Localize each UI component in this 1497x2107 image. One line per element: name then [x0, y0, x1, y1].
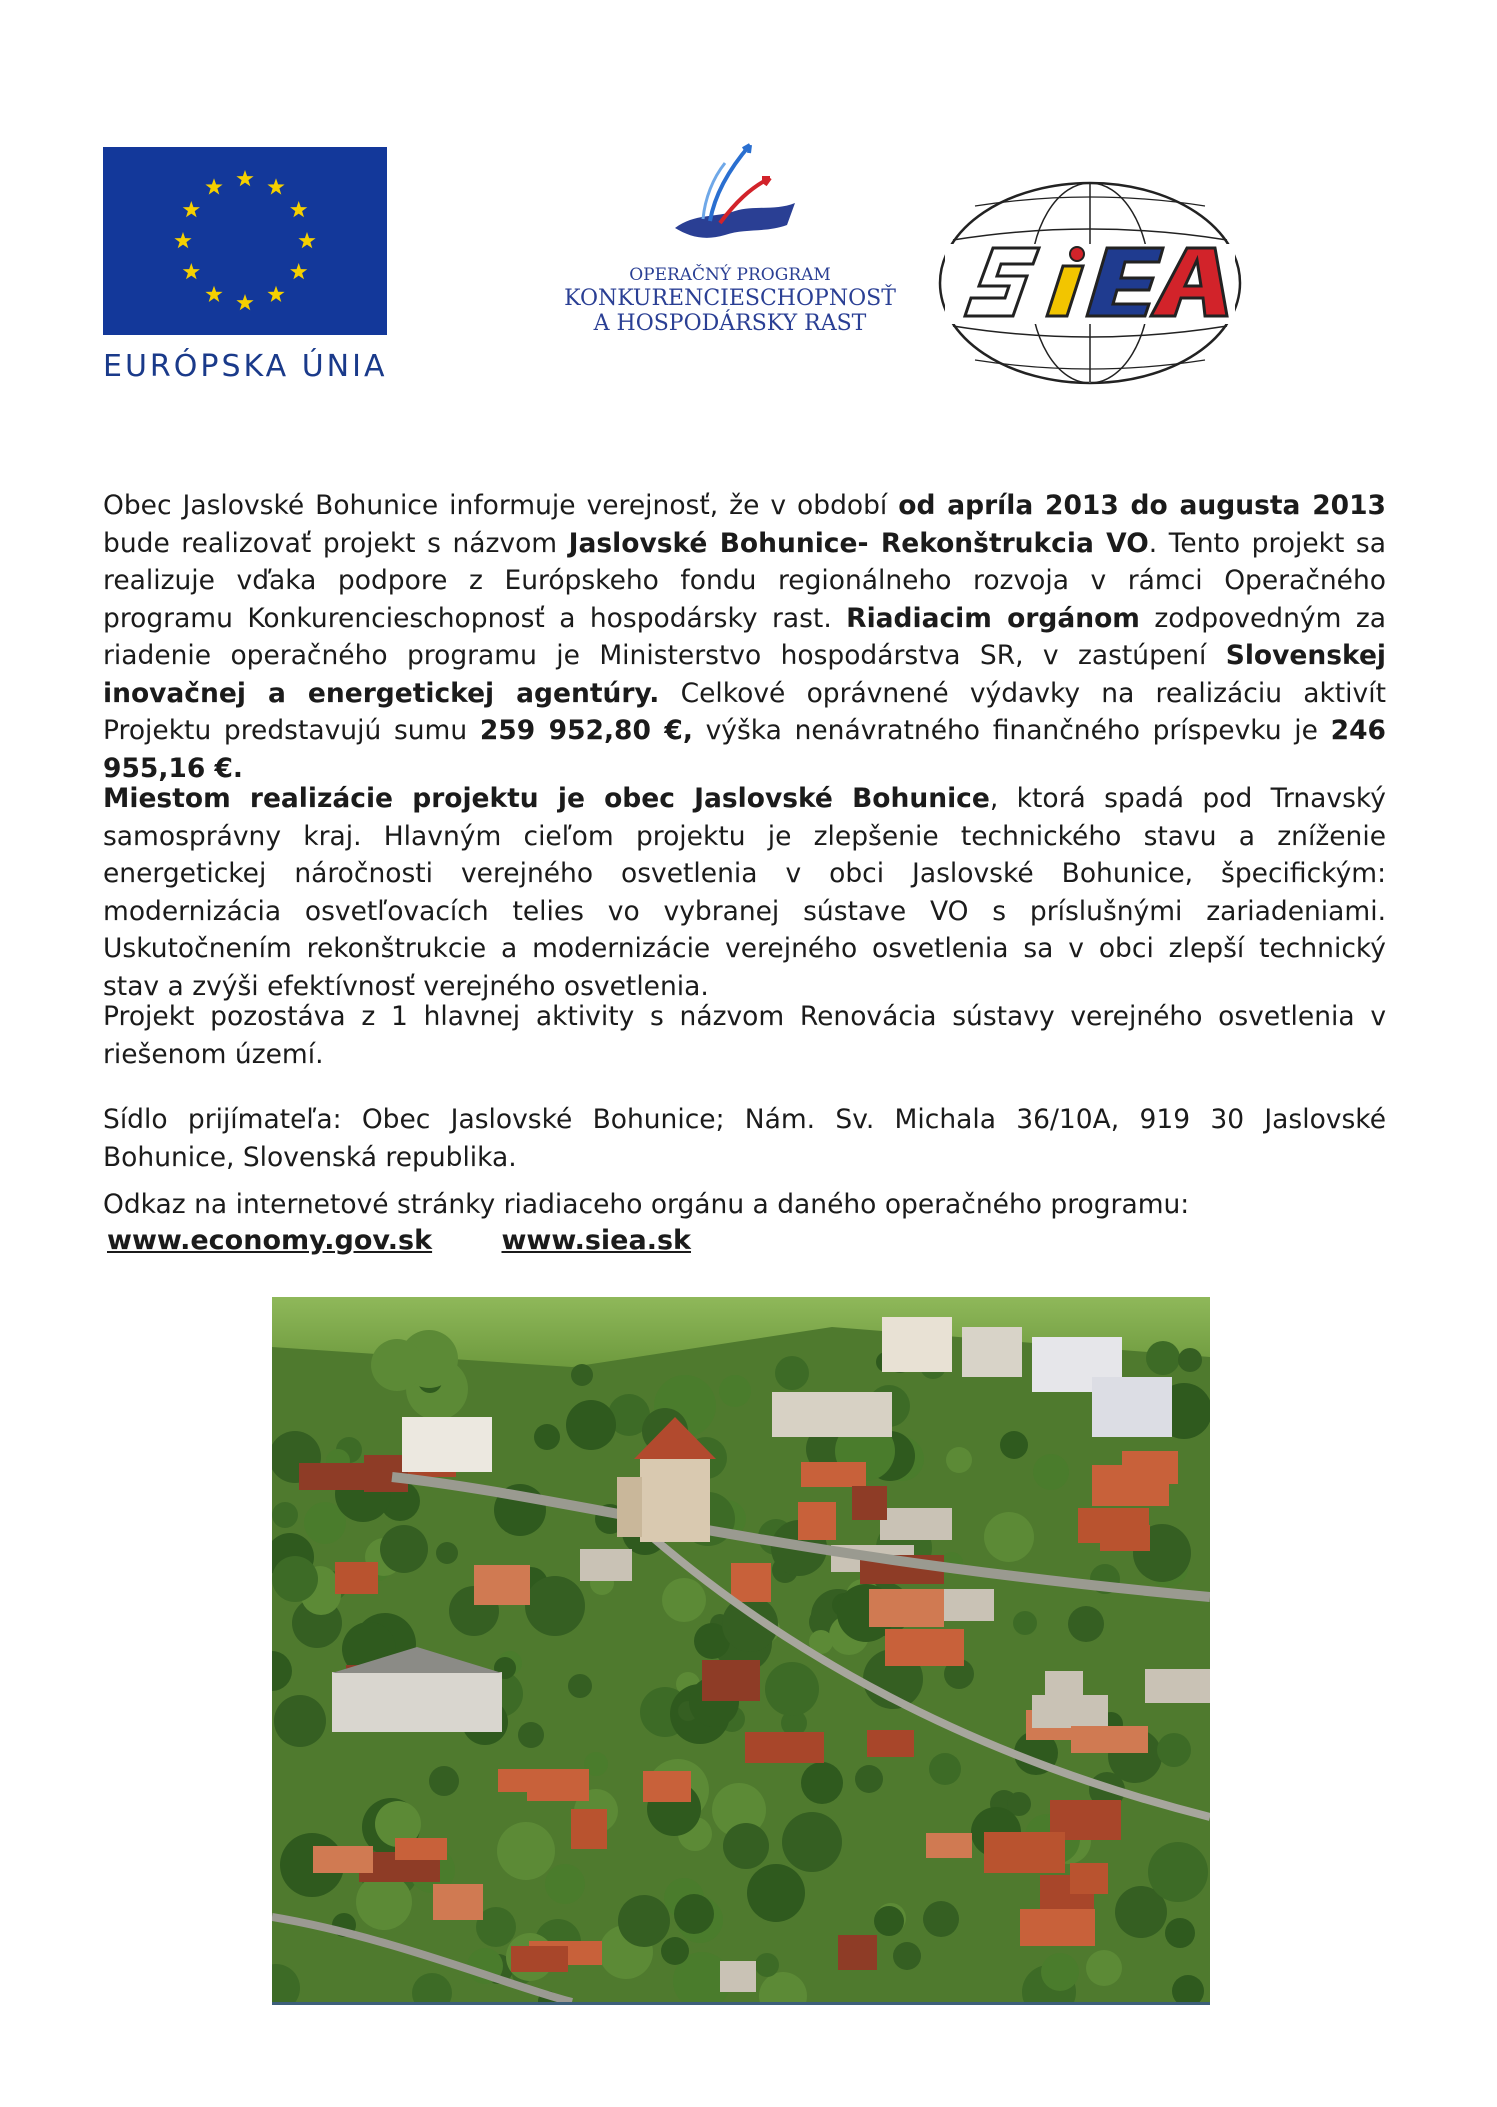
tree-shape [1068, 1606, 1104, 1642]
tree-shape [497, 1822, 555, 1880]
siea-link[interactable]: www.siea.sk [501, 1225, 691, 1256]
house-roof-shape [885, 1629, 964, 1666]
tree-shape [1148, 1842, 1208, 1902]
house-roof-shape [511, 1946, 568, 1972]
location-paragraph: Miestom realizácie projektu je obec Jaslovské Bohunice, ktorá spadá pod Trnavský samosprávny kraj. Hlavným cieľom projektu je zlepšenie technického stavu a zníženie energetickej náročnosti verejného osvetlenia v obci Jaslovské Bohunice, špecifickým: modernizácia osvetľovacích telies vo vybranej sústave VO s príslušnými zariadeniami. Uskutočnením rekonštrukcie a modernizácie verejného osvetlenia sa v obci zlepší technický stav a zvýši efektívnosť verejného osvetlenia. [103, 783, 1386, 1002]
tree-shape [893, 1942, 921, 1970]
eu-label: EURÓPSKA ÚNIA [103, 349, 388, 384]
tree-shape [1165, 1918, 1195, 1948]
tree-shape [371, 1339, 423, 1391]
tree-shape [1086, 1950, 1122, 1986]
house-roof-shape [1071, 1726, 1148, 1753]
tree-shape [782, 1812, 842, 1872]
house-roof-shape [643, 1771, 691, 1802]
house-roof-shape [880, 1508, 952, 1540]
aerial-village-photo [272, 1297, 1210, 2005]
house-roof-shape [335, 1562, 378, 1594]
house-roof-shape [801, 1462, 866, 1487]
house-roof-shape [571, 1809, 607, 1849]
op-line-1: OPERAČNÝ PROGRAM [629, 265, 831, 285]
house-roof-shape [313, 1846, 373, 1873]
house-roof-shape [1070, 1863, 1108, 1894]
house-roof-shape [984, 1832, 1065, 1873]
intro-paragraph: Obec Jaslovské Bohunice informuje verejnosť, že v období od apríla 2013 do augusta 2013 bude realizovať projekt s názvom Jaslovské Bohunice- Rekonštrukcia VO. Tento projekt sa realizuje vďaka podpore z Európskeho fondu regionálneho rozvoja v rámci Operačného programu Konkurencieschopnosť a hospodársky rast. Riadiacim orgánom zodpovedným za riadenie operačného programu je Ministerstvo hospodárstva SR, v zastúpení Slovenskej inovačnej a energetickej agentúry. Celkové oprávnené výdavky na realizáciu aktivít Projektu predstavujú sumu 259 952,80 €, výška nenávratného finančného príspevku je 246 955,16 €. [103, 490, 1386, 784]
tree-shape [274, 1695, 326, 1747]
links-row [107, 1225, 751, 1256]
recipient-address: Sídlo prijímateľa: Obec Jaslovské Bohunice; Nám. Sv. Michala 36/10A, 919 30 Jaslovské Bohunice, Slovenská republika. [103, 1104, 1386, 1173]
tree-shape [618, 1895, 670, 1947]
siea-text: SIEA [1088, 383, 1092, 384]
house-roof-shape [580, 1549, 632, 1581]
house-roof-shape [474, 1565, 530, 1605]
house-roof-shape [926, 1833, 972, 1858]
house-roof-shape [1100, 1525, 1150, 1551]
tree-shape [1157, 1733, 1191, 1767]
tree-shape [923, 1901, 959, 1937]
tree-shape [380, 1525, 428, 1573]
house-roof-shape [745, 1732, 824, 1763]
tree-shape [545, 1864, 585, 1904]
house-roof-shape [1045, 1671, 1083, 1695]
tree-shape [747, 1864, 805, 1922]
tree-shape [1000, 1431, 1028, 1459]
tree-shape [662, 1578, 706, 1622]
tree-shape [429, 1766, 459, 1796]
house-roof-shape [720, 1961, 756, 1992]
tree-shape [571, 1364, 593, 1386]
tree-shape [272, 1502, 298, 1528]
house-roof-shape [852, 1486, 887, 1520]
house-roof-shape [1122, 1451, 1178, 1484]
tree-shape [534, 1424, 560, 1450]
op-arrows-icon [655, 133, 805, 258]
house-roof-shape [395, 1838, 447, 1860]
tree-shape [566, 1400, 616, 1450]
house-roof-shape [1145, 1669, 1210, 1703]
house-roof-shape [1020, 1909, 1095, 1946]
tree-shape [1013, 1611, 1037, 1635]
tree-shape [1178, 1348, 1202, 1372]
tree-shape [723, 1823, 769, 1869]
links-intro: Odkaz na internetové stránky riadiaceho orgánu a daného operačného programu: [103, 1189, 1190, 1220]
tree-shape [568, 1674, 592, 1698]
eu-logo [103, 147, 389, 384]
eu-flag-icon [103, 147, 387, 335]
tree-shape [984, 1512, 1034, 1562]
tree-shape [436, 1542, 458, 1564]
tree-shape [874, 1906, 904, 1936]
op-line-3: A HOSPODÁRSKY RAST [593, 310, 867, 336]
tree-shape [272, 1556, 318, 1602]
op-line-2: KONKURENCIESCHOPNOSŤ [564, 285, 896, 311]
house-roof-shape [867, 1730, 914, 1757]
house-roof-shape [798, 1502, 836, 1540]
siea-logo-icon [935, 178, 1245, 388]
village-photo-image [272, 1297, 1210, 2002]
house-roof-shape [498, 1769, 540, 1792]
tree-shape [801, 1762, 843, 1804]
house-roof-shape [731, 1563, 771, 1602]
house-roof-shape [838, 1935, 877, 1970]
tree-shape [719, 1375, 751, 1407]
activity-paragraph: Projekt pozostáva z 1 hlavnej aktivity s názvom Renovácia sústavy verejného osvetlenia v riešenom území. [103, 1001, 1386, 1070]
house-roof-shape [433, 1884, 483, 1920]
tree-shape [755, 1953, 779, 1977]
tree-shape [356, 1874, 412, 1930]
economy-link[interactable]: www.economy.gov.sk [107, 1225, 433, 1256]
tree-shape [946, 1447, 972, 1473]
house-roof-shape [1032, 1695, 1108, 1728]
op-logo [560, 133, 900, 336]
tree-shape [1033, 1454, 1069, 1490]
tree-shape [518, 1722, 544, 1748]
tree-shape [1041, 1953, 1079, 1991]
tree-shape [929, 1753, 961, 1785]
tree-shape [775, 1356, 809, 1390]
tree-shape [525, 1576, 585, 1636]
house-roof-shape [702, 1660, 760, 1701]
house-roof-shape [869, 1589, 944, 1627]
tree-shape [661, 1937, 689, 1965]
tree-shape [855, 1765, 883, 1793]
tree-shape [1146, 1341, 1180, 1375]
tree-shape [765, 1662, 819, 1716]
tree-shape [674, 1894, 714, 1934]
